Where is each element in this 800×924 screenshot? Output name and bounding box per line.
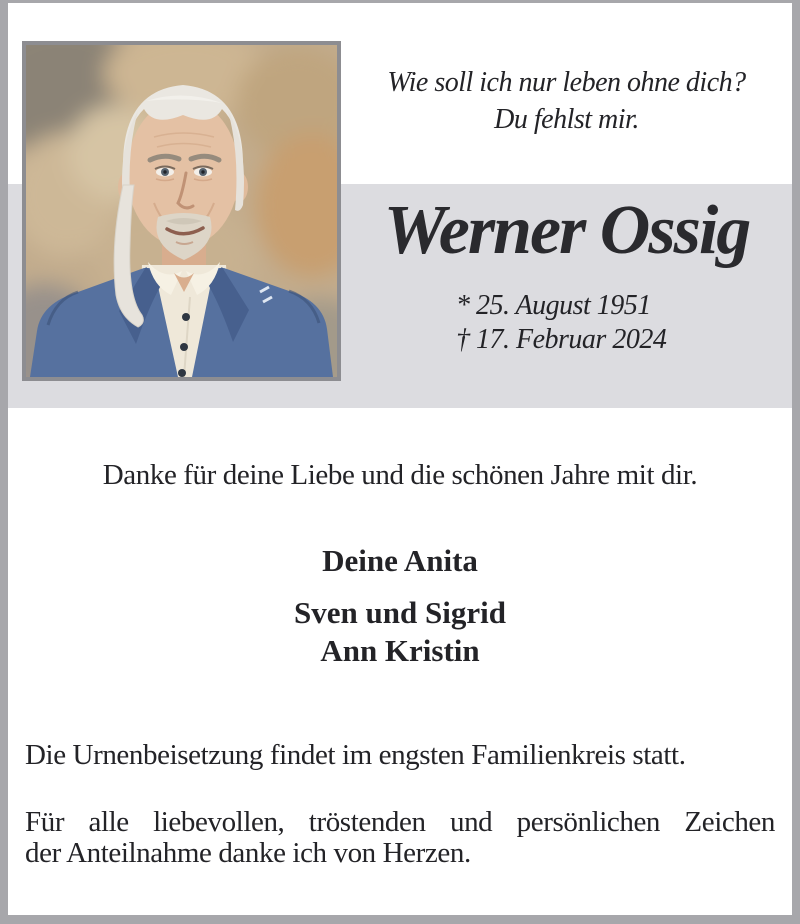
mourner-group [8,594,792,670]
funeral-note: Die Urnenbeisetzung findet im engsten Familienkreis statt. [25,739,686,771]
life-dates [456,289,666,357]
quote-line-1: Wie soll ich nur leben ohne dich? [387,67,746,98]
mourner-line-3: Ann Kristin [320,633,480,668]
portrait-photo [26,45,337,377]
gratitude-line-1: Für alle liebevollen, tröstenden und persönlichen Zeichen [25,806,775,838]
memorial-quote [341,64,792,138]
birth-date: * 25. August 1951 [456,290,651,321]
gratitude-line-2: der Anteilnahme danke ich von Herzen. [25,837,471,869]
memorial-card [8,3,792,915]
deceased-name: Werner Ossig [383,192,750,269]
quote-line-2: Du fehlst mir. [494,104,639,135]
mourner-line-2: Sven und Sigrid [294,595,506,630]
death-date: † 17. Februar 2024 [456,324,667,355]
thanks-line: Danke für deine Liebe und die schönen Jahre mit dir. [102,459,698,491]
gratitude-note [25,807,775,869]
photo-frame [22,41,341,381]
header-text-panel [341,3,792,408]
mourner-primary: Deine Anita [322,543,478,578]
